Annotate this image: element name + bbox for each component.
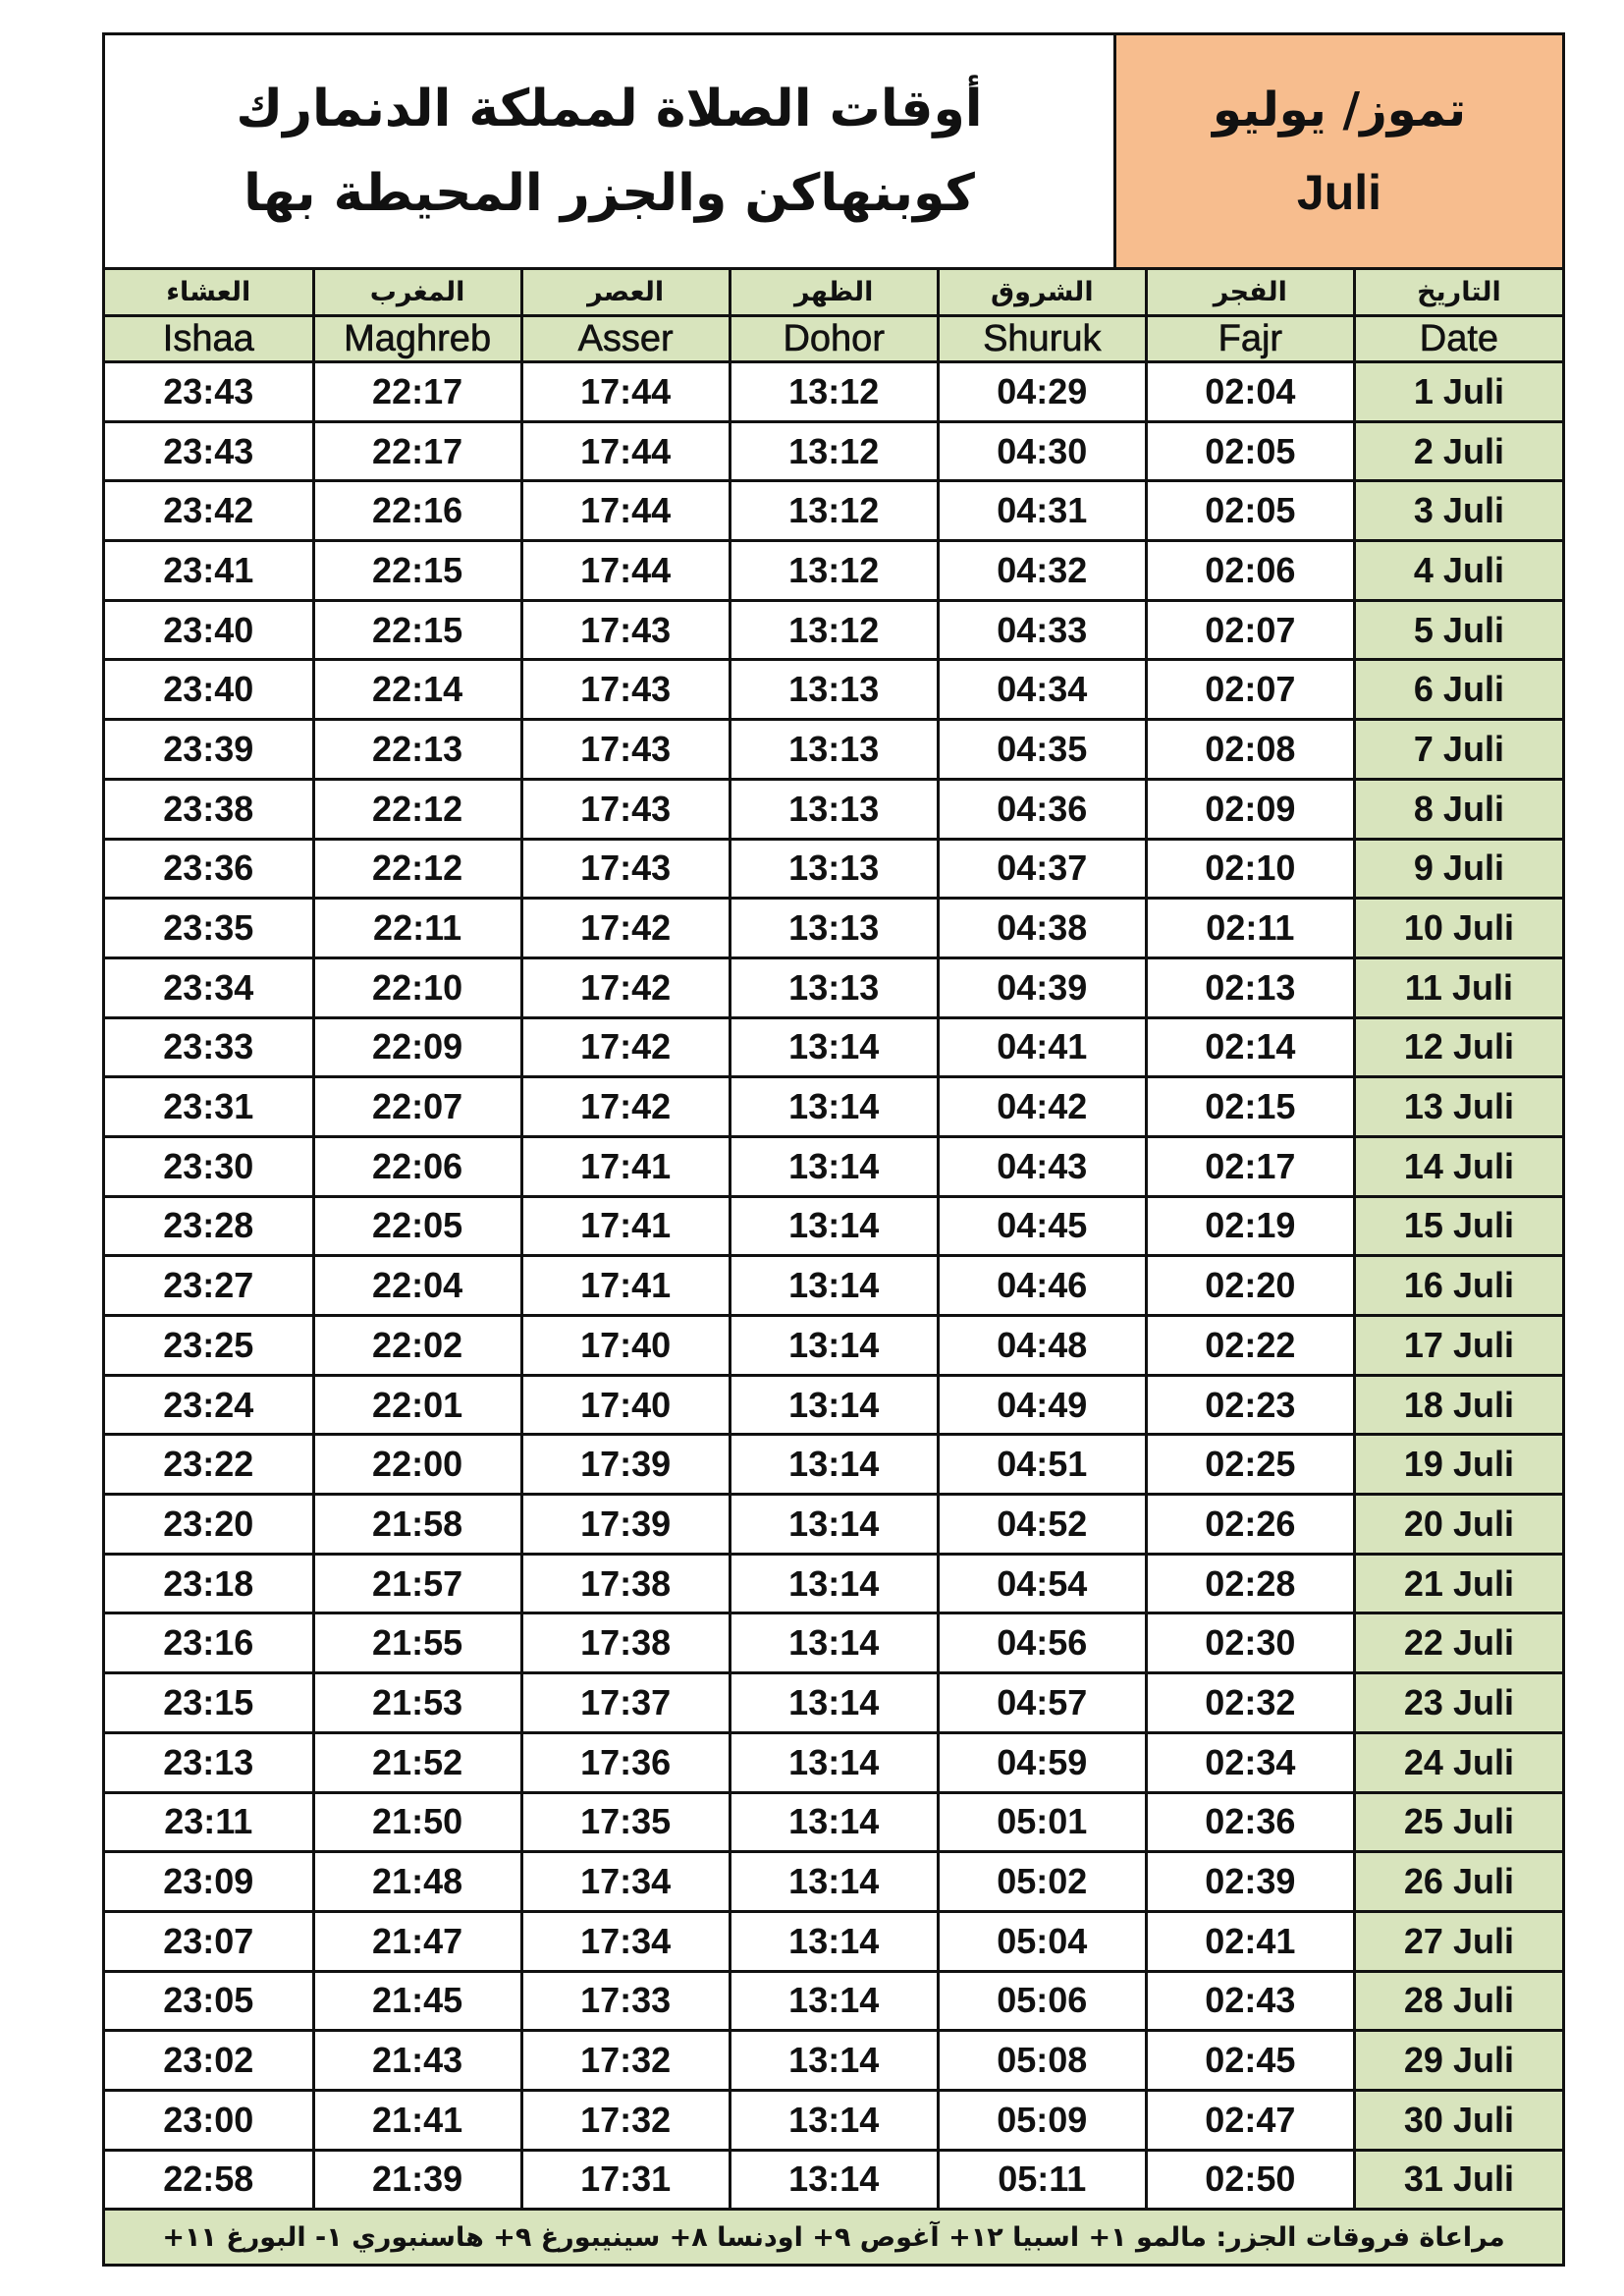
dohor-time: 13:13 bbox=[730, 720, 938, 780]
maghreb-time: 22:00 bbox=[313, 1435, 521, 1495]
ishaa-time: 23:34 bbox=[105, 957, 313, 1017]
fajr-time: 02:43 bbox=[1146, 1971, 1354, 2031]
fajr-time: 02:07 bbox=[1146, 660, 1354, 720]
ishaa-time: 23:18 bbox=[105, 1554, 313, 1613]
fajr-time: 02:06 bbox=[1146, 541, 1354, 601]
ishaa-time: 23:40 bbox=[105, 660, 313, 720]
table-row bbox=[105, 1077, 1562, 1137]
table-row bbox=[105, 660, 1562, 720]
asser-time: 17:42 bbox=[521, 1077, 730, 1137]
table-row bbox=[105, 1435, 1562, 1495]
ishaa-time: 23:00 bbox=[105, 2090, 313, 2150]
prayer-times-table bbox=[105, 270, 1562, 2211]
ishaa-time: 23:13 bbox=[105, 1732, 313, 1792]
dohor-time: 13:12 bbox=[730, 362, 938, 422]
date-cell: 22 Juli bbox=[1354, 1613, 1562, 1673]
dohor-time: 13:14 bbox=[730, 1852, 938, 1912]
shuruk-time: 04:49 bbox=[938, 1375, 1146, 1435]
asser-time: 17:34 bbox=[521, 1852, 730, 1912]
table-row bbox=[105, 2090, 1562, 2150]
ishaa-time: 23:25 bbox=[105, 1316, 313, 1376]
table-row bbox=[105, 899, 1562, 958]
dohor-time: 13:14 bbox=[730, 1732, 938, 1792]
column-header-fajr-ar: الفجر bbox=[1146, 270, 1354, 316]
asser-time: 17:39 bbox=[521, 1495, 730, 1555]
date-cell: 14 Juli bbox=[1354, 1136, 1562, 1196]
column-header-arabic-row bbox=[105, 270, 1562, 316]
maghreb-time: 21:43 bbox=[313, 2031, 521, 2091]
dohor-time: 13:14 bbox=[730, 2090, 938, 2150]
asser-time: 17:43 bbox=[521, 720, 730, 780]
date-cell: 1 Juli bbox=[1354, 362, 1562, 422]
date-cell: 19 Juli bbox=[1354, 1435, 1562, 1495]
date-cell: 10 Juli bbox=[1354, 899, 1562, 958]
maghreb-time: 22:17 bbox=[313, 421, 521, 481]
date-cell: 24 Juli bbox=[1354, 1732, 1562, 1792]
fajr-time: 02:32 bbox=[1146, 1673, 1354, 1733]
maghreb-time: 21:48 bbox=[313, 1852, 521, 1912]
fajr-time: 02:08 bbox=[1146, 720, 1354, 780]
asser-time: 17:40 bbox=[521, 1316, 730, 1376]
dohor-time: 13:14 bbox=[730, 2031, 938, 2091]
asser-time: 17:34 bbox=[521, 1911, 730, 1971]
date-cell: 31 Juli bbox=[1354, 2150, 1562, 2210]
date-cell: 26 Juli bbox=[1354, 1852, 1562, 1912]
ishaa-time: 23:40 bbox=[105, 600, 313, 660]
dohor-time: 13:14 bbox=[730, 1435, 938, 1495]
dohor-time: 13:14 bbox=[730, 1077, 938, 1137]
shuruk-time: 04:29 bbox=[938, 362, 1146, 422]
maghreb-time: 21:50 bbox=[313, 1792, 521, 1852]
asser-time: 17:41 bbox=[521, 1256, 730, 1316]
table-row bbox=[105, 362, 1562, 422]
maghreb-time: 21:45 bbox=[313, 1971, 521, 2031]
shuruk-time: 04:42 bbox=[938, 1077, 1146, 1137]
dohor-time: 13:14 bbox=[730, 1613, 938, 1673]
shuruk-time: 04:32 bbox=[938, 541, 1146, 601]
table-row bbox=[105, 1792, 1562, 1852]
asser-time: 17:32 bbox=[521, 2090, 730, 2150]
date-cell: 20 Juli bbox=[1354, 1495, 1562, 1555]
date-cell: 3 Juli bbox=[1354, 481, 1562, 541]
fajr-time: 02:25 bbox=[1146, 1435, 1354, 1495]
fajr-time: 02:23 bbox=[1146, 1375, 1354, 1435]
fajr-time: 02:47 bbox=[1146, 2090, 1354, 2150]
dohor-time: 13:12 bbox=[730, 481, 938, 541]
table-row bbox=[105, 1136, 1562, 1196]
column-header-dohor-ar: الظهر bbox=[730, 270, 938, 316]
shuruk-time: 04:33 bbox=[938, 600, 1146, 660]
dohor-time: 13:13 bbox=[730, 899, 938, 958]
column-header-date: Date bbox=[1354, 316, 1562, 362]
fajr-time: 02:11 bbox=[1146, 899, 1354, 958]
shuruk-time: 04:39 bbox=[938, 957, 1146, 1017]
table-row bbox=[105, 481, 1562, 541]
ishaa-time: 22:58 bbox=[105, 2150, 313, 2210]
title-line-2: كوبنهاكن والجزر المحيطة بها bbox=[244, 164, 975, 223]
ishaa-time: 23:11 bbox=[105, 1792, 313, 1852]
column-header-asser-ar: العصر bbox=[521, 270, 730, 316]
column-header-maghreb: Maghreb bbox=[313, 316, 521, 362]
shuruk-time: 05:01 bbox=[938, 1792, 1146, 1852]
shuruk-time: 04:59 bbox=[938, 1732, 1146, 1792]
asser-time: 17:32 bbox=[521, 2031, 730, 2091]
fajr-time: 02:15 bbox=[1146, 1077, 1354, 1137]
dohor-time: 13:14 bbox=[730, 1256, 938, 1316]
ishaa-time: 23:24 bbox=[105, 1375, 313, 1435]
shuruk-time: 04:48 bbox=[938, 1316, 1146, 1376]
asser-time: 17:42 bbox=[521, 957, 730, 1017]
ishaa-time: 23:43 bbox=[105, 362, 313, 422]
date-cell: 9 Juli bbox=[1354, 839, 1562, 899]
dohor-time: 13:12 bbox=[730, 421, 938, 481]
asser-time: 17:36 bbox=[521, 1732, 730, 1792]
asser-time: 17:33 bbox=[521, 1971, 730, 2031]
dohor-time: 13:13 bbox=[730, 779, 938, 839]
ishaa-time: 23:09 bbox=[105, 1852, 313, 1912]
dohor-time: 13:14 bbox=[730, 1792, 938, 1852]
date-cell: 11 Juli bbox=[1354, 957, 1562, 1017]
table-row bbox=[105, 839, 1562, 899]
column-header-shuruk: Shuruk bbox=[938, 316, 1146, 362]
fajr-time: 02:39 bbox=[1146, 1852, 1354, 1912]
table-row bbox=[105, 1732, 1562, 1792]
maghreb-time: 22:15 bbox=[313, 541, 521, 601]
table-row bbox=[105, 1613, 1562, 1673]
fajr-time: 02:28 bbox=[1146, 1554, 1354, 1613]
fajr-time: 02:34 bbox=[1146, 1732, 1354, 1792]
date-cell: 15 Juli bbox=[1354, 1196, 1562, 1256]
asser-time: 17:38 bbox=[521, 1554, 730, 1613]
fajr-time: 02:30 bbox=[1146, 1613, 1354, 1673]
maghreb-time: 22:16 bbox=[313, 481, 521, 541]
shuruk-time: 04:38 bbox=[938, 899, 1146, 958]
table-row bbox=[105, 1673, 1562, 1733]
maghreb-time: 22:04 bbox=[313, 1256, 521, 1316]
maghreb-time: 22:17 bbox=[313, 362, 521, 422]
dohor-time: 13:13 bbox=[730, 660, 938, 720]
ishaa-time: 23:07 bbox=[105, 1911, 313, 1971]
date-cell: 23 Juli bbox=[1354, 1673, 1562, 1733]
maghreb-time: 22:05 bbox=[313, 1196, 521, 1256]
shuruk-time: 04:36 bbox=[938, 779, 1146, 839]
shuruk-time: 04:31 bbox=[938, 481, 1146, 541]
ishaa-time: 23:31 bbox=[105, 1077, 313, 1137]
date-cell: 17 Juli bbox=[1354, 1316, 1562, 1376]
fajr-time: 02:14 bbox=[1146, 1017, 1354, 1077]
fajr-time: 02:05 bbox=[1146, 481, 1354, 541]
maghreb-time: 22:01 bbox=[313, 1375, 521, 1435]
ishaa-time: 23:42 bbox=[105, 481, 313, 541]
date-cell: 7 Juli bbox=[1354, 720, 1562, 780]
asser-time: 17:44 bbox=[521, 481, 730, 541]
table-row bbox=[105, 1256, 1562, 1316]
ishaa-time: 23:43 bbox=[105, 421, 313, 481]
dohor-time: 13:14 bbox=[730, 1375, 938, 1435]
date-cell: 4 Juli bbox=[1354, 541, 1562, 601]
table-row bbox=[105, 779, 1562, 839]
table-row bbox=[105, 2031, 1562, 2091]
column-header-asser: Asser bbox=[521, 316, 730, 362]
shuruk-time: 04:54 bbox=[938, 1554, 1146, 1613]
asser-time: 17:42 bbox=[521, 899, 730, 958]
table-row bbox=[105, 1196, 1562, 1256]
column-header-ishaa: Ishaa bbox=[105, 316, 313, 362]
date-cell: 13 Juli bbox=[1354, 1077, 1562, 1137]
ishaa-time: 23:39 bbox=[105, 720, 313, 780]
asser-time: 17:41 bbox=[521, 1136, 730, 1196]
column-header-fajr: Fajr bbox=[1146, 316, 1354, 362]
date-cell: 29 Juli bbox=[1354, 2031, 1562, 2091]
shuruk-time: 05:06 bbox=[938, 1971, 1146, 2031]
dohor-time: 13:14 bbox=[730, 1316, 938, 1376]
dohor-time: 13:14 bbox=[730, 1136, 938, 1196]
column-header-dohor: Dohor bbox=[730, 316, 938, 362]
fajr-time: 02:26 bbox=[1146, 1495, 1354, 1555]
shuruk-time: 04:56 bbox=[938, 1613, 1146, 1673]
prayer-times-sheet bbox=[102, 32, 1565, 2267]
table-row bbox=[105, 1495, 1562, 1555]
asser-time: 17:44 bbox=[521, 421, 730, 481]
ishaa-time: 23:30 bbox=[105, 1136, 313, 1196]
sheet-header bbox=[105, 35, 1562, 270]
dohor-time: 13:13 bbox=[730, 957, 938, 1017]
maghreb-time: 21:53 bbox=[313, 1673, 521, 1733]
ishaa-time: 23:05 bbox=[105, 1971, 313, 2031]
shuruk-time: 04:46 bbox=[938, 1256, 1146, 1316]
ishaa-time: 23:22 bbox=[105, 1435, 313, 1495]
fajr-time: 02:04 bbox=[1146, 362, 1354, 422]
dohor-time: 13:13 bbox=[730, 839, 938, 899]
date-cell: 18 Juli bbox=[1354, 1375, 1562, 1435]
maghreb-time: 21:57 bbox=[313, 1554, 521, 1613]
shuruk-time: 04:41 bbox=[938, 1017, 1146, 1077]
dohor-time: 13:14 bbox=[730, 1017, 938, 1077]
shuruk-time: 05:09 bbox=[938, 2090, 1146, 2150]
shuruk-time: 05:02 bbox=[938, 1852, 1146, 1912]
table-row bbox=[105, 1971, 1562, 2031]
fajr-time: 02:07 bbox=[1146, 600, 1354, 660]
column-header-shuruk-ar: الشروق bbox=[938, 270, 1146, 316]
maghreb-time: 21:47 bbox=[313, 1911, 521, 1971]
asser-time: 17:43 bbox=[521, 660, 730, 720]
column-header-latin-row bbox=[105, 316, 1562, 362]
maghreb-time: 22:10 bbox=[313, 957, 521, 1017]
dohor-time: 13:14 bbox=[730, 2150, 938, 2210]
date-cell: 2 Juli bbox=[1354, 421, 1562, 481]
asser-time: 17:35 bbox=[521, 1792, 730, 1852]
column-header-ishaa-ar: العشاء bbox=[105, 270, 313, 316]
date-cell: 12 Juli bbox=[1354, 1017, 1562, 1077]
month-arabic: تموز/ يوليو bbox=[1213, 82, 1466, 137]
asser-time: 17:43 bbox=[521, 839, 730, 899]
table-row bbox=[105, 541, 1562, 601]
ishaa-time: 23:36 bbox=[105, 839, 313, 899]
column-header-maghreb-ar: المغرب bbox=[313, 270, 521, 316]
shuruk-time: 04:45 bbox=[938, 1196, 1146, 1256]
maghreb-time: 22:12 bbox=[313, 839, 521, 899]
maghreb-time: 21:39 bbox=[313, 2150, 521, 2210]
shuruk-time: 04:30 bbox=[938, 421, 1146, 481]
fajr-time: 02:19 bbox=[1146, 1196, 1354, 1256]
asser-time: 17:39 bbox=[521, 1435, 730, 1495]
maghreb-time: 21:55 bbox=[313, 1613, 521, 1673]
asser-time: 17:38 bbox=[521, 1613, 730, 1673]
ishaa-time: 23:41 bbox=[105, 541, 313, 601]
asser-time: 17:42 bbox=[521, 1017, 730, 1077]
asser-time: 17:44 bbox=[521, 362, 730, 422]
title-line-1: أوقات الصلاة لمملكة الدنمارك bbox=[236, 80, 983, 138]
island-offsets-note: مراعاة فروقات الجزر: مالمو ١+ اسبيا ١٢+ آغوص ٩+ اودنسا ٨+ سينيبورغ ٩+ هاسنبوري ١- البورغ ١١+ bbox=[105, 2211, 1562, 2264]
table-row bbox=[105, 1911, 1562, 1971]
fajr-time: 02:09 bbox=[1146, 779, 1354, 839]
date-cell: 27 Juli bbox=[1354, 1911, 1562, 1971]
shuruk-time: 05:04 bbox=[938, 1911, 1146, 1971]
fajr-time: 02:36 bbox=[1146, 1792, 1354, 1852]
maghreb-time: 21:41 bbox=[313, 2090, 521, 2150]
fajr-time: 02:05 bbox=[1146, 421, 1354, 481]
asser-time: 17:31 bbox=[521, 2150, 730, 2210]
asser-time: 17:41 bbox=[521, 1196, 730, 1256]
fajr-time: 02:10 bbox=[1146, 839, 1354, 899]
shuruk-time: 04:43 bbox=[938, 1136, 1146, 1196]
fajr-time: 02:13 bbox=[1146, 957, 1354, 1017]
fajr-time: 02:17 bbox=[1146, 1136, 1354, 1196]
ishaa-time: 23:20 bbox=[105, 1495, 313, 1555]
date-cell: 16 Juli bbox=[1354, 1256, 1562, 1316]
table-row bbox=[105, 1554, 1562, 1613]
maghreb-time: 22:15 bbox=[313, 600, 521, 660]
asser-time: 17:43 bbox=[521, 600, 730, 660]
dohor-time: 13:12 bbox=[730, 600, 938, 660]
shuruk-time: 04:51 bbox=[938, 1435, 1146, 1495]
shuruk-time: 04:34 bbox=[938, 660, 1146, 720]
dohor-time: 13:14 bbox=[730, 1196, 938, 1256]
shuruk-time: 04:57 bbox=[938, 1673, 1146, 1733]
table-row bbox=[105, 600, 1562, 660]
dohor-time: 13:12 bbox=[730, 541, 938, 601]
table-row bbox=[105, 2150, 1562, 2210]
maghreb-time: 21:52 bbox=[313, 1732, 521, 1792]
shuruk-time: 04:35 bbox=[938, 720, 1146, 780]
date-cell: 5 Juli bbox=[1354, 600, 1562, 660]
ishaa-time: 23:35 bbox=[105, 899, 313, 958]
maghreb-time: 22:02 bbox=[313, 1316, 521, 1376]
column-header-date-ar: التاريخ bbox=[1354, 270, 1562, 316]
ishaa-time: 23:28 bbox=[105, 1196, 313, 1256]
table-row bbox=[105, 957, 1562, 1017]
fajr-time: 02:22 bbox=[1146, 1316, 1354, 1376]
shuruk-time: 05:08 bbox=[938, 2031, 1146, 2091]
table-row bbox=[105, 1316, 1562, 1376]
fajr-time: 02:20 bbox=[1146, 1256, 1354, 1316]
month-panel bbox=[1113, 35, 1562, 267]
asser-time: 17:40 bbox=[521, 1375, 730, 1435]
ishaa-time: 23:02 bbox=[105, 2031, 313, 2091]
maghreb-time: 22:09 bbox=[313, 1017, 521, 1077]
table-row bbox=[105, 1375, 1562, 1435]
month-latin: Juli bbox=[1296, 165, 1382, 220]
table-row bbox=[105, 720, 1562, 780]
ishaa-time: 23:15 bbox=[105, 1673, 313, 1733]
table-row bbox=[105, 1852, 1562, 1912]
maghreb-time: 22:14 bbox=[313, 660, 521, 720]
ishaa-time: 23:16 bbox=[105, 1613, 313, 1673]
ishaa-time: 23:33 bbox=[105, 1017, 313, 1077]
asser-time: 17:43 bbox=[521, 779, 730, 839]
date-cell: 28 Juli bbox=[1354, 1971, 1562, 2031]
shuruk-time: 04:52 bbox=[938, 1495, 1146, 1555]
asser-time: 17:37 bbox=[521, 1673, 730, 1733]
dohor-time: 13:14 bbox=[730, 1495, 938, 1555]
date-cell: 8 Juli bbox=[1354, 779, 1562, 839]
dohor-time: 13:14 bbox=[730, 1971, 938, 2031]
date-cell: 30 Juli bbox=[1354, 2090, 1562, 2150]
ishaa-time: 23:38 bbox=[105, 779, 313, 839]
date-cell: 25 Juli bbox=[1354, 1792, 1562, 1852]
fajr-time: 02:41 bbox=[1146, 1911, 1354, 1971]
shuruk-time: 05:11 bbox=[938, 2150, 1146, 2210]
table-row bbox=[105, 421, 1562, 481]
maghreb-time: 22:07 bbox=[313, 1077, 521, 1137]
asser-time: 17:44 bbox=[521, 541, 730, 601]
maghreb-time: 21:58 bbox=[313, 1495, 521, 1555]
maghreb-time: 22:13 bbox=[313, 720, 521, 780]
ishaa-time: 23:27 bbox=[105, 1256, 313, 1316]
maghreb-time: 22:12 bbox=[313, 779, 521, 839]
dohor-time: 13:14 bbox=[730, 1673, 938, 1733]
date-cell: 21 Juli bbox=[1354, 1554, 1562, 1613]
dohor-time: 13:14 bbox=[730, 1911, 938, 1971]
maghreb-time: 22:11 bbox=[313, 899, 521, 958]
date-cell: 6 Juli bbox=[1354, 660, 1562, 720]
table-row bbox=[105, 1017, 1562, 1077]
sheet-title bbox=[105, 35, 1113, 267]
fajr-time: 02:45 bbox=[1146, 2031, 1354, 2091]
dohor-time: 13:14 bbox=[730, 1554, 938, 1613]
maghreb-time: 22:06 bbox=[313, 1136, 521, 1196]
fajr-time: 02:50 bbox=[1146, 2150, 1354, 2210]
shuruk-time: 04:37 bbox=[938, 839, 1146, 899]
